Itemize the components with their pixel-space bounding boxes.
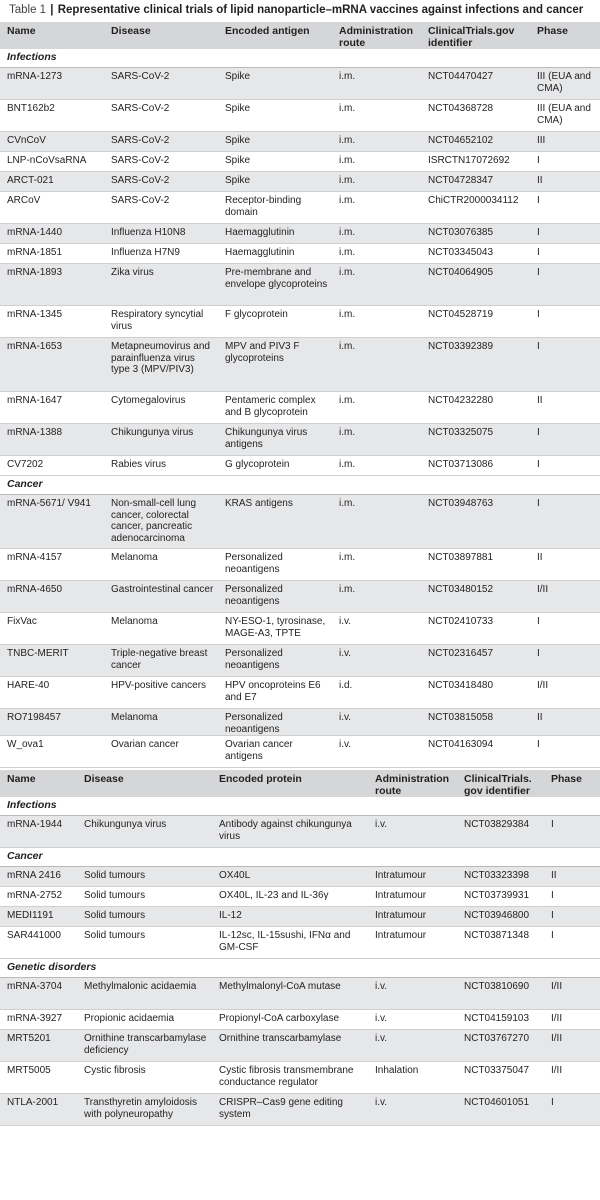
table-cell: Influenza H7N9: [104, 244, 218, 264]
table-cell: CRISPR–Cas9 gene editing system: [212, 1094, 368, 1126]
table-cell: Rabies virus: [104, 456, 218, 476]
table-row: [0, 100, 600, 132]
column-header: Name: [0, 769, 77, 797]
table-cell: NTLA-2001: [0, 1094, 77, 1126]
table-cell: i.v.: [368, 1094, 457, 1126]
table-cell: Solid tumours: [77, 927, 212, 959]
table-cell: i.v.: [332, 709, 421, 736]
table-row: [0, 68, 600, 100]
table-cell: NCT04470427: [421, 68, 530, 100]
table-cell: KRAS antigens: [218, 495, 332, 549]
table-cell: III (EUA and CMA): [530, 68, 600, 100]
table-cell: NCT04728347: [421, 172, 530, 192]
table-cell: I: [530, 495, 600, 549]
table-cell: W_ova1: [0, 736, 104, 768]
table-cell: NCT03829384: [457, 816, 544, 848]
table-cell: I/II: [530, 581, 600, 613]
table-title: Representative clinical trials of lipid nanoparticle–mRNA vaccines against infections and cancer: [57, 4, 584, 16]
table-cell: SARS-CoV-2: [104, 152, 218, 172]
table-cell: Cystic fibrosis transmembrane conductance regulator: [212, 1062, 368, 1094]
table-cell: Ornithine transcarbamylase deficiency: [77, 1030, 212, 1062]
table-row: [0, 581, 600, 613]
table-row: [0, 549, 600, 581]
table-cell: mRNA-4157: [0, 549, 104, 581]
table-row: [0, 152, 600, 172]
table-cell: Personalized neoantigens: [218, 645, 332, 677]
table-cell: i.m.: [332, 495, 421, 549]
table-row: [0, 1094, 600, 1126]
table-cell: Methylmalonic acidaemia: [77, 978, 212, 1010]
table-cell: Melanoma: [104, 709, 218, 736]
table-cell: Spike: [218, 132, 332, 152]
column-header: Disease: [77, 769, 212, 797]
table-cell: mRNA-2752: [0, 887, 77, 907]
table-cell: ISRCTN17072692: [421, 152, 530, 172]
table-cell: MRT5005: [0, 1062, 77, 1094]
table-cell: Gastrointestinal cancer: [104, 581, 218, 613]
column-header: Phase: [530, 22, 600, 49]
table-cell: NCT02410733: [421, 613, 530, 645]
table-cell: II: [530, 549, 600, 581]
table-cell: mRNA-1345: [0, 306, 104, 338]
table-row: [0, 192, 600, 224]
table-cell: i.m.: [332, 581, 421, 613]
table-row: [0, 1010, 600, 1030]
table-cell: NCT03325075: [421, 424, 530, 456]
vaccines-table-header: [0, 22, 600, 49]
table-row: [0, 1030, 600, 1062]
table-cell: i.m.: [332, 224, 421, 244]
table-cell: NCT03739931: [457, 887, 544, 907]
table-cell: I: [530, 736, 600, 768]
table-cell: Triple-negative breast cancer: [104, 645, 218, 677]
table-cell: i.m.: [332, 172, 421, 192]
table-cell: Receptor-binding domain: [218, 192, 332, 224]
table-cell: Solid tumours: [77, 907, 212, 927]
table-cell: III: [530, 132, 600, 152]
table-row: [0, 645, 600, 677]
table-cell: NCT03076385: [421, 224, 530, 244]
section-row: [0, 49, 600, 68]
table-cell: I: [530, 613, 600, 645]
table-cell: i.m.: [332, 392, 421, 424]
table-cell: mRNA-1851: [0, 244, 104, 264]
table-row: [0, 613, 600, 645]
table-cell: Personalized neoantigens: [218, 709, 332, 736]
table-cell: Haemagglutinin: [218, 244, 332, 264]
table-cell: NCT03713086: [421, 456, 530, 476]
table-cell: I/II: [530, 677, 600, 709]
table-cell: i.m.: [332, 424, 421, 456]
table-cell: Cystic fibrosis: [77, 1062, 212, 1094]
table-row: [0, 736, 600, 768]
table-cell: IL-12: [212, 907, 368, 927]
column-header: ClinicalTrials. gov identifier: [457, 769, 544, 797]
table-cell: Respiratory syncytial virus: [104, 306, 218, 338]
table-cell: Haemagglutinin: [218, 224, 332, 244]
table-row: [0, 709, 600, 736]
table-row: [0, 867, 600, 887]
table-cell: I: [530, 264, 600, 306]
table-cell: I/II: [544, 1030, 600, 1062]
table-cell: NCT03480152: [421, 581, 530, 613]
table-cell: MPV and PIV3 F glycoproteins: [218, 338, 332, 392]
table-cell: Non-small-cell lung cancer, colorectal cancer, pancreatic adenocarcinoma: [104, 495, 218, 549]
table-cell: Melanoma: [104, 613, 218, 645]
table-cell: Intratumour: [368, 927, 457, 959]
table-cell: mRNA-1944: [0, 816, 77, 848]
table-cell: Intratumour: [368, 907, 457, 927]
table-cell: I: [530, 424, 600, 456]
table-cell: IL-12sc, IL-15sushi, IFNα and GM-CSF: [212, 927, 368, 959]
table-cell: NCT04159103: [457, 1010, 544, 1030]
table-row: [0, 224, 600, 244]
table-cell: i.m.: [332, 549, 421, 581]
column-header: ClinicalTrials.gov identifier: [421, 22, 530, 49]
table-cell: SARS-CoV-2: [104, 172, 218, 192]
table-cell: mRNA-1647: [0, 392, 104, 424]
table-cell: NCT03815058: [421, 709, 530, 736]
table-cell: G glycoprotein: [218, 456, 332, 476]
table-cell: Pre-membrane and envelope glycoproteins: [218, 264, 332, 306]
table-cell: Ovarian cancer antigens: [218, 736, 332, 768]
table-cell: FixVac: [0, 613, 104, 645]
header-row: [0, 769, 600, 797]
table-cell: SARS-CoV-2: [104, 100, 218, 132]
table-cell: i.v.: [332, 613, 421, 645]
table-cell: II: [530, 392, 600, 424]
table-cell: I/II: [544, 1062, 600, 1094]
table-cell: NCT04232280: [421, 392, 530, 424]
table-cell: Zika virus: [104, 264, 218, 306]
table-cell: Propionic acidaemia: [77, 1010, 212, 1030]
column-header: Name: [0, 22, 104, 49]
table-cell: i.m.: [332, 132, 421, 152]
therapeutics-table: [0, 768, 600, 1126]
table-cell: mRNA-5671/ V941: [0, 495, 104, 549]
table-cell: II: [530, 172, 600, 192]
table-label: Table 1: [9, 4, 47, 16]
table-cell: mRNA-3927: [0, 1010, 77, 1030]
table-cell: Chikungunya virus antigens: [218, 424, 332, 456]
table-cell: i.m.: [332, 338, 421, 392]
table-cell: CVnCoV: [0, 132, 104, 152]
table-cell: i.m.: [332, 456, 421, 476]
table-cell: i.v.: [368, 978, 457, 1010]
table-cell: NCT04368728: [421, 100, 530, 132]
column-header: Encoded protein: [212, 769, 368, 797]
table-cell: I: [530, 244, 600, 264]
table-row: [0, 172, 600, 192]
table-row: [0, 978, 600, 1010]
table-cell: NCT03323398: [457, 867, 544, 887]
section-title: Genetic disorders: [0, 959, 600, 978]
table-cell: Spike: [218, 152, 332, 172]
table-cell: Cytomegalovirus: [104, 392, 218, 424]
table-row: [0, 424, 600, 456]
table-row: [0, 816, 600, 848]
table-cell: i.m.: [332, 264, 421, 306]
table-cell: HPV-positive cancers: [104, 677, 218, 709]
table-cell: I: [530, 152, 600, 172]
table-cell: Spike: [218, 100, 332, 132]
table-row: [0, 132, 600, 152]
table-cell: NCT03345043: [421, 244, 530, 264]
table-cell: Influenza H10N8: [104, 224, 218, 244]
table-cell: OX40L: [212, 867, 368, 887]
table-cell: mRNA-1893: [0, 264, 104, 306]
table-cell: I: [530, 192, 600, 224]
table-cell: i.m.: [332, 192, 421, 224]
vaccines-table: [0, 22, 600, 768]
table-cell: NCT03375047: [457, 1062, 544, 1094]
table-cell: I: [544, 816, 600, 848]
table-cell: Chikungunya virus: [77, 816, 212, 848]
column-header: Disease: [104, 22, 218, 49]
table-cell: Ornithine transcarbamylase: [212, 1030, 368, 1062]
table-cell: Personalized neoantigens: [218, 549, 332, 581]
table-row: [0, 338, 600, 392]
table-cell: I: [544, 927, 600, 959]
table-cell: LNP-nCoVsaRNA: [0, 152, 104, 172]
table-cell: Ovarian cancer: [104, 736, 218, 768]
table-cell: NCT02316457: [421, 645, 530, 677]
table-cell: I: [544, 907, 600, 927]
table-cell: NCT03392389: [421, 338, 530, 392]
table-cell: Metapneumovirus and parainfluenza virus type 3 (MPV/PIV3): [104, 338, 218, 392]
table-row: [0, 887, 600, 907]
table-cell: mRNA-1653: [0, 338, 104, 392]
table-cell: I: [530, 456, 600, 476]
table-cell: CV7202: [0, 456, 104, 476]
table-cell: Methylmalonyl-CoA mutase: [212, 978, 368, 1010]
table-row: [0, 456, 600, 476]
table-cell: i.v.: [332, 736, 421, 768]
therapeutics-table-body: [0, 797, 600, 1126]
table-cell: mRNA-1440: [0, 224, 104, 244]
table-row: [0, 907, 600, 927]
section-row: [0, 959, 600, 978]
table-cell: SARS-CoV-2: [104, 132, 218, 152]
therapeutics-table-header: [0, 769, 600, 797]
table-cell: I: [530, 306, 600, 338]
table-row: [0, 677, 600, 709]
column-header: Administration route: [332, 22, 421, 49]
table-cell: mRNA-3704: [0, 978, 77, 1010]
table-cell: Chikungunya virus: [104, 424, 218, 456]
section-row: [0, 797, 600, 816]
table-cell: NCT03810690: [457, 978, 544, 1010]
table-cell: III (EUA and CMA): [530, 100, 600, 132]
table-cell: HPV oncoproteins E6 and E7: [218, 677, 332, 709]
table-cell: MRT5201: [0, 1030, 77, 1062]
section-title: Infections: [0, 797, 600, 816]
table-cell: Spike: [218, 172, 332, 192]
table-cell: Intratumour: [368, 867, 457, 887]
table-cell: NCT03871348: [457, 927, 544, 959]
section-title: Infections: [0, 49, 600, 68]
table-cell: NCT04652102: [421, 132, 530, 152]
table-cell: i.m.: [332, 100, 421, 132]
table-cell: Pentameric complex and B glycoprotein: [218, 392, 332, 424]
table-cell: SARS-CoV-2: [104, 192, 218, 224]
table-cell: ARCT-021: [0, 172, 104, 192]
column-header: Administration route: [368, 769, 457, 797]
table-cell: NCT04163094: [421, 736, 530, 768]
table-cell: NCT03948763: [421, 495, 530, 549]
table-cell: Propionyl-CoA carboxylase: [212, 1010, 368, 1030]
table-cell: Spike: [218, 68, 332, 100]
table-cell: I: [530, 338, 600, 392]
table-cell: mRNA-1273: [0, 68, 104, 100]
table-cell: NCT03767270: [457, 1030, 544, 1062]
table-caption: [0, 0, 600, 22]
table-cell: SAR441000: [0, 927, 77, 959]
table-cell: mRNA-1388: [0, 424, 104, 456]
section-row: [0, 848, 600, 867]
column-header: Phase: [544, 769, 600, 797]
table-cell: SARS-CoV-2: [104, 68, 218, 100]
header-row: [0, 22, 600, 49]
table-cell: Transthyretin amyloidosis with polyneuropathy: [77, 1094, 212, 1126]
table-cell: NY-ESO-1, tyrosinase, MAGE-A3, TPTE: [218, 613, 332, 645]
table-cell: i.v.: [368, 1030, 457, 1062]
table-cell: NCT04064905: [421, 264, 530, 306]
table-row: [0, 306, 600, 338]
table-cell: I: [530, 224, 600, 244]
section-row: [0, 476, 600, 495]
table-cell: I/II: [544, 978, 600, 1010]
table-cell: mRNA 2416: [0, 867, 77, 887]
table-cell: MEDI1191: [0, 907, 77, 927]
caption-separator: |: [50, 4, 54, 16]
table-row: [0, 392, 600, 424]
table-cell: NCT03897881: [421, 549, 530, 581]
table-cell: NCT03946800: [457, 907, 544, 927]
table-cell: mRNA-4650: [0, 581, 104, 613]
table-cell: Solid tumours: [77, 867, 212, 887]
table-cell: NCT04528719: [421, 306, 530, 338]
table-cell: Inhalation: [368, 1062, 457, 1094]
table-cell: ChiCTR2000034112: [421, 192, 530, 224]
table-row: [0, 1062, 600, 1094]
table-row: [0, 264, 600, 306]
table-row: [0, 927, 600, 959]
vaccines-table-body: [0, 49, 600, 768]
table-cell: i.v.: [368, 1010, 457, 1030]
table-cell: i.d.: [332, 677, 421, 709]
table-cell: I: [544, 887, 600, 907]
table-row: [0, 244, 600, 264]
table-cell: i.v.: [332, 645, 421, 677]
table-cell: ARCoV: [0, 192, 104, 224]
table-cell: I: [530, 645, 600, 677]
table-cell: TNBC-MERIT: [0, 645, 104, 677]
table-cell: Melanoma: [104, 549, 218, 581]
table-cell: NCT03418480: [421, 677, 530, 709]
table-cell: F glycoprotein: [218, 306, 332, 338]
table-cell: Solid tumours: [77, 887, 212, 907]
table-cell: i.m.: [332, 244, 421, 264]
table-cell: II: [544, 867, 600, 887]
table-row: [0, 495, 600, 549]
table-cell: i.v.: [368, 816, 457, 848]
table-cell: Antibody against chikungunya virus: [212, 816, 368, 848]
table-cell: NCT04601051: [457, 1094, 544, 1126]
table-cell: i.m.: [332, 68, 421, 100]
table-cell: Intratumour: [368, 887, 457, 907]
table-cell: OX40L, IL-23 and IL-36γ: [212, 887, 368, 907]
table-cell: i.m.: [332, 152, 421, 172]
table-cell: Personalized neoantigens: [218, 581, 332, 613]
section-title: Cancer: [0, 476, 600, 495]
table-cell: II: [530, 709, 600, 736]
table-cell: i.m.: [332, 306, 421, 338]
section-title: Cancer: [0, 848, 600, 867]
table-cell: BNT162b2: [0, 100, 104, 132]
table-cell: HARE-40: [0, 677, 104, 709]
table-cell: I/II: [544, 1010, 600, 1030]
table-cell: RO7198457: [0, 709, 104, 736]
table-cell: I: [544, 1094, 600, 1126]
column-header: Encoded antigen: [218, 22, 332, 49]
